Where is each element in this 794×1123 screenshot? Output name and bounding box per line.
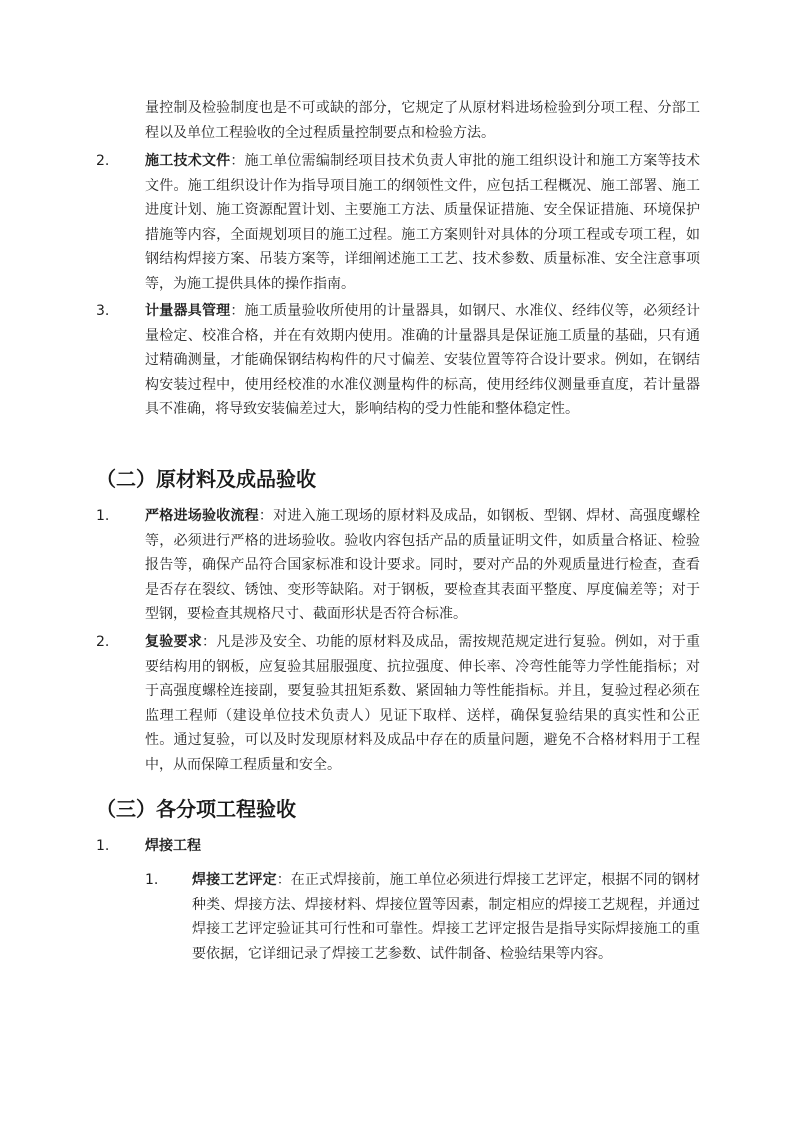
continuation-paragraph: 量控制及检验制度也是不可或缺的部分，它规定了从原材料进场检验到分项工程、分部工程以及单位工程验收的全过程质量控制要点和检验方法。 <box>145 100 700 141</box>
section-heading-sub-projects: （三）各分项工程验收 <box>96 797 296 821</box>
list-item-term: 复验要求 <box>145 634 202 650</box>
list-item-term: 焊接工艺评定 <box>192 872 277 888</box>
list-item-entry-inspection <box>145 504 700 627</box>
list-item-welding <box>145 834 700 859</box>
list-item-construction-docs <box>145 149 700 296</box>
list-item-number: 2. <box>96 634 110 650</box>
list-item-term: 计量器具管理 <box>145 303 231 319</box>
list-item-body: ：对进入施工现场的原材料及成品，如钢板、型钢、焊材、高强度螺栓等，必须进行严格的进场验收。验收内容包括产品的质量证明文件，如质量合格证、检验报告等，确保产品符合国家标准和设计要求。同时，要对产品的外观质量进行检查，查看是否存在裂纹、锈蚀、变形等缺陷。对于钢板，要检查其表面平整度、厚度偏差等；对于型钢，要检查其规格尺寸、截面形状是否符合标准。 <box>145 508 701 622</box>
list-item-body: ：施工单位需编制经项目技术负责人审批的施工组织设计和施工方案等技术文件。施工组织设计作为指导项目施工的纲领性文件，应包括工程概况、施工部署、施工进度计划、施工资源配置计划、主要施工方法、质量保证措施、安全保证措施、环境保护措施等内容，全面规划项目的施工过程。施工方案则针对具体的分项工程或专项工程，如钢结构焊接方案、吊装方案等，详细阐述施工工艺、技术参数、质量标准、安全注意事项等，为施工提供具体的操作指南。 <box>145 153 700 292</box>
list-item-number: 3. <box>96 303 110 319</box>
section-heading-materials: （二）原材料及成品验收 <box>96 467 316 491</box>
list-item-number: 1. <box>96 508 110 524</box>
sub-list-item-welding-procedure <box>192 868 700 966</box>
list-item-term: 施工技术文件 <box>145 153 231 169</box>
list-item-reinspection <box>145 630 700 777</box>
list-item-body: ：在正式焊接前，施工单位必须进行焊接工艺评定，根据不同的钢材种类、焊接方法、焊接材料、焊接位置等因素，制定相应的焊接工艺规程，并通过焊接工艺评定验证其可行性和可靠性。焊接工艺评定报告是指导实际焊接施工的重要依据，它详细记录了焊接工艺参数、试件制备、检验结果等内容。 <box>192 872 701 962</box>
list-item-body: ：施工质量验收所使用的计量器具，如钢尺、水准仪、经纬仪等，必须经计量检定、校准合格，并在有效期内使用。准确的计量器具是保证施工质量的基础，只有通过精确测量，才能确保钢结构构件的尺寸偏差、安装位置等符合设计要求。例如，在钢结构安装过程中，使用经校准的水准仪测量构件的标高，使用经纬仪测量垂直度，若计量器具不准确，将导致安装偏差过大，影响结构的受力性能和整体稳定性。 <box>145 303 700 417</box>
list-item-number: 2. <box>96 153 110 169</box>
list-item-body: ：凡是涉及安全、功能的原材料及成品，需按规范规定进行复验。例如，对于重要结构用的钢板，应复验其屈服强度、抗拉强度、伸长率、冷弯性能等力学性能指标；对于高强度螺栓连接副，要复验其扭矩系数、紧固轴力等性能指标。并且，复验过程必须在监理工程师（建设单位技术负责人）见证下取样、送样，确保复验结果的真实性和公正性。通过复验，可以及时发现原材料及成品中存在的质量问题，避免不合格材料用于工程中，从而保障工程质量和安全。 <box>145 634 701 773</box>
list-item-term: 焊接工程 <box>145 838 201 854</box>
list-item-term: 严格进场验收流程 <box>145 508 259 524</box>
list-item-measuring-tools <box>145 299 700 422</box>
sub-list-item-number: 1. <box>145 872 159 888</box>
list-item-number: 1. <box>96 838 110 854</box>
